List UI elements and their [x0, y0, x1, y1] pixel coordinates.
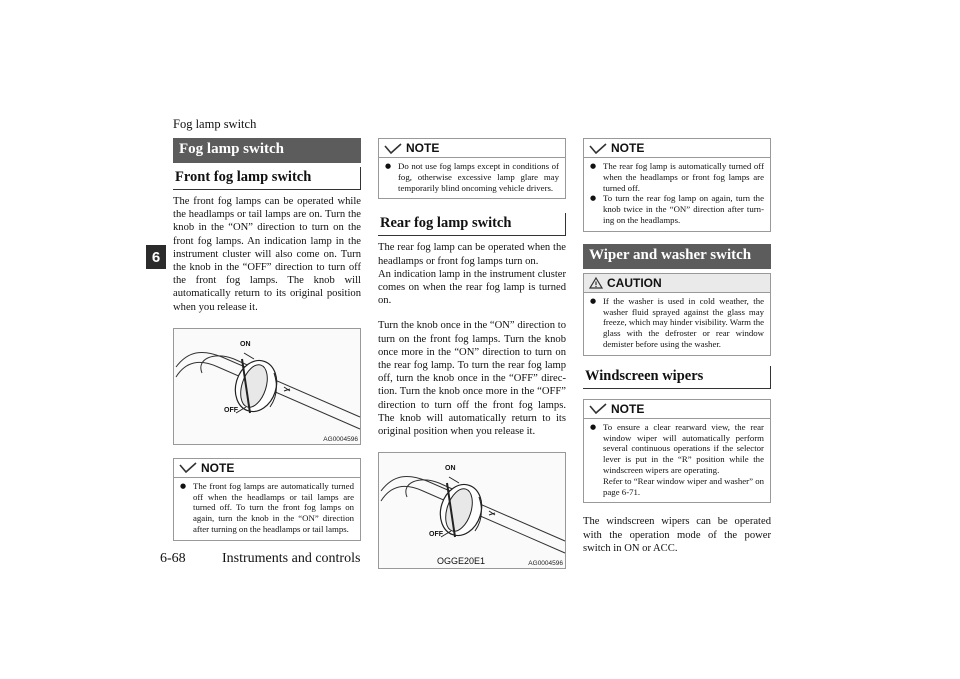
note-header — [174, 459, 360, 478]
chapter-tab: 6 — [146, 245, 166, 269]
note-title: NOTE — [201, 460, 235, 475]
bullet-icon: ● — [385, 162, 392, 170]
note-box-front-fog — [173, 458, 361, 541]
document-code: OGGE20E1 — [437, 556, 486, 566]
bullet-icon: ● — [180, 481, 187, 490]
caution-item-text: If the washer is used in cold weather, the washer fluid sprayed against the glass may freeze, which may hinder visibility. Warm the glass with the defroster or rear window demister before using the washer. — [603, 295, 764, 349]
rear-fog-body-1: The rear fog lamp can be operated when the headlamps or front fog lamps turn on. — [378, 242, 566, 267]
note-item-text: Do not use fog lamps except in conditions of fog, otherwise excessive lamp glare may temporarily blind oncoming vehicle drivers. — [398, 161, 559, 193]
note-item-text: To turn the rear fog lamp on again, turn the knob twice in the “ON” direction after turning on the headlamps. — [603, 193, 764, 225]
note-item-text: The rear fog lamp is automatically turned off when the headlamps or front fog lamps are turned off. — [603, 161, 764, 193]
caution-title: CAUTION — [607, 275, 662, 290]
note-icon — [589, 143, 607, 154]
note-item — [590, 193, 764, 225]
rear-fog-body-2: An indication lamp in the instrument cluster comes on when the rear fog lamp is turned on. — [378, 268, 566, 307]
column-3 — [583, 138, 771, 555]
section-title-wiper-washer: Wiper and washer switch — [583, 244, 771, 269]
bullet-icon: ● — [590, 194, 597, 203]
footer-section: Instruments and controls — [222, 551, 361, 566]
figure-label-on: ON — [240, 340, 251, 348]
page-number: 6-68 — [160, 551, 186, 566]
caution-box — [583, 273, 771, 356]
page-reference: Refer to “Rear window wiper and washer” on page 6-71. — [603, 475, 764, 497]
note-box-fog-usage — [378, 138, 566, 199]
note-item — [385, 161, 559, 193]
note-item — [180, 481, 354, 535]
figure-label-on: ON — [445, 465, 456, 473]
section-title-fog-lamp-switch: Fog lamp switch — [173, 138, 361, 163]
figure-label-off: OFF — [224, 406, 238, 414]
note-icon — [384, 143, 402, 154]
rear-fog-body-3: Turn the knob once in the “ON” direction to turn on the front fog lamps. Turn the knob once more in the “ON” direction to turn on the rear fog lamp. To turn the rear fog lamp off, turn the knob once in the “OFF” direction. Turn the knob once more in the “OFF” direction to turn off the front fog lamps. The knob will automatically return to its original position when you release it. — [378, 320, 566, 438]
column-1 — [173, 138, 361, 541]
note-box-rear-fog — [583, 138, 771, 232]
column-2 — [378, 138, 566, 569]
note-item-body: To ensure a clear rearward view, the rear window wiper will automatically perform several continuous operations if the selector lever is put in the “R” position while the windscreen wipers are operating. — [603, 421, 764, 475]
note-item-text: The front fog lamps are automatically turned off when the headlamps or tail lamps are turned off. To turn the front fog lamps on again, turn the knob in the “ON” direction after turning on the headlamps or tail lamps. — [193, 480, 354, 535]
caution-header — [584, 274, 770, 293]
figure-id: AG0004596 — [528, 560, 563, 568]
note-title: NOTE — [611, 141, 645, 155]
figure-id: AG0004596 — [323, 435, 358, 443]
running-head: Fog lamp switch — [173, 117, 257, 131]
fog-switch-illustration — [379, 453, 567, 568]
note-header — [379, 139, 565, 158]
subheading-front-fog-lamp: Front fog lamp switch — [173, 167, 361, 190]
note-item — [590, 161, 764, 193]
bullet-icon: ● — [590, 162, 597, 170]
note-header — [584, 400, 770, 419]
note-item — [590, 422, 764, 498]
bullet-icon: ● — [590, 296, 597, 305]
front-fog-figure — [173, 328, 361, 445]
warning-triangle-icon — [589, 277, 603, 289]
note-box-rear-wiper — [583, 399, 771, 504]
subheading-rear-fog-lamp: Rear fog lamp switch — [378, 213, 566, 236]
caution-item — [590, 296, 764, 350]
windscreen-wipers-body: The windscreen wipers can be operated with the operation mode of the power switch in ON or ACC. — [583, 516, 771, 554]
note-icon — [589, 403, 607, 414]
figure-label-off: OFF — [429, 531, 443, 539]
front-fog-body: The front fog lamps can be operated while the headlamps or tail lamps are on. Turn the knob in the “ON” direction to turn on the front fog lamps. An indication lamp in the instrument cluster will also come on. Turn the knob in the “OFF” direction to turn off the front fog lamps. The knob will automatically return to its original position when you release it. — [173, 196, 361, 313]
note-title: NOTE — [611, 401, 645, 416]
note-title: NOTE — [406, 141, 440, 155]
fog-switch-illustration — [174, 329, 362, 444]
subheading-windscreen-wipers: Windscreen wipers — [583, 366, 771, 389]
rear-fog-figure — [378, 452, 566, 569]
note-item-text — [603, 422, 764, 498]
bullet-icon: ● — [590, 422, 597, 431]
note-header — [584, 139, 770, 158]
note-icon — [179, 462, 197, 473]
